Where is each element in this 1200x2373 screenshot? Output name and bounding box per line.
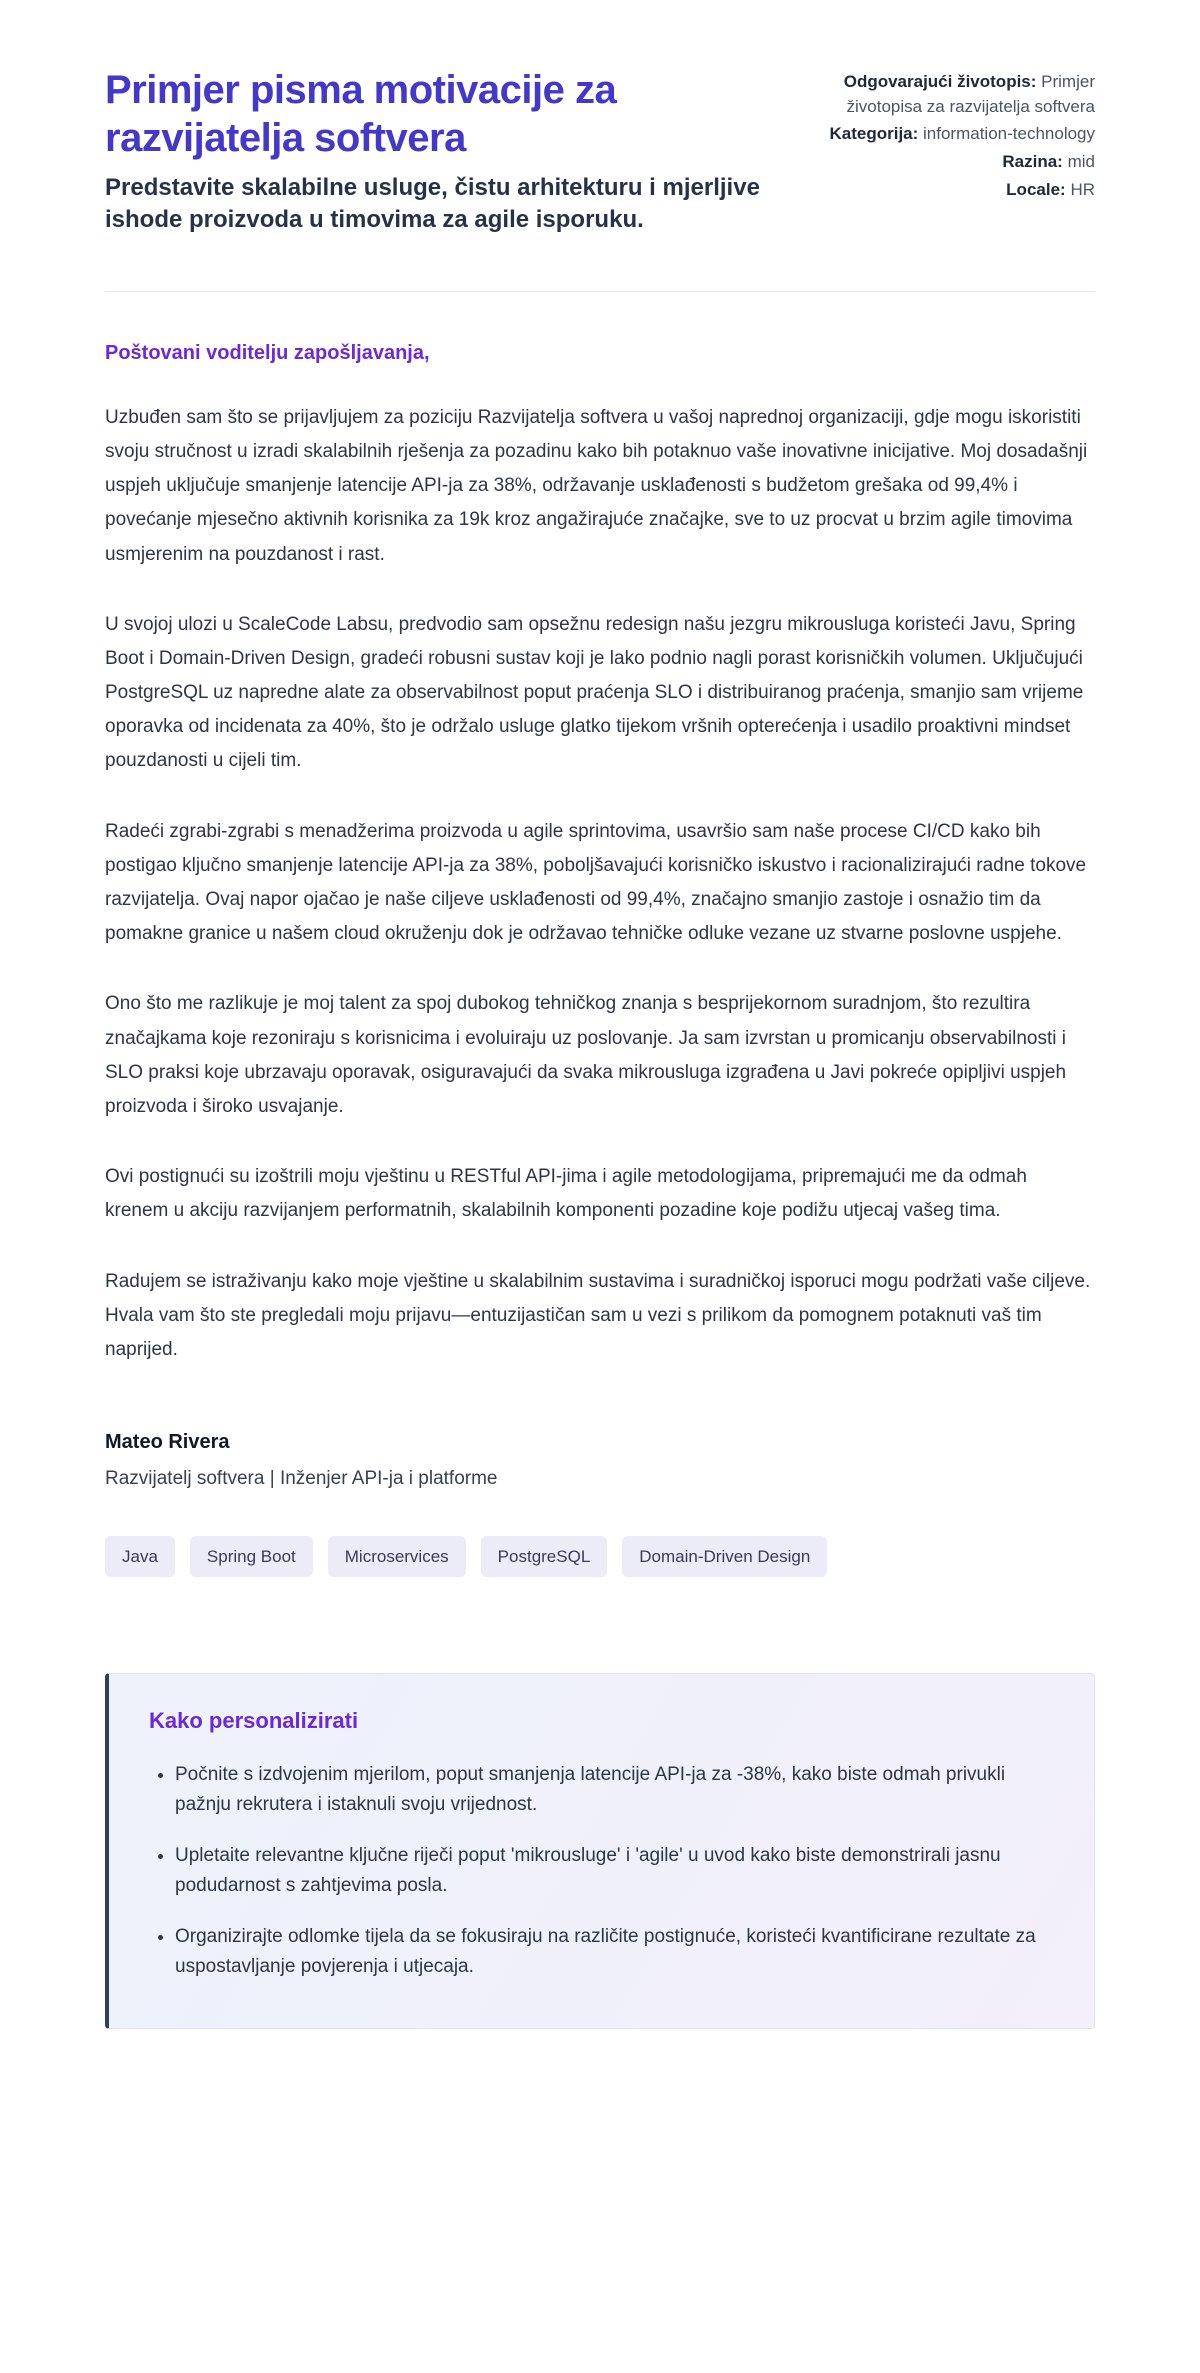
letter-paragraph: Radeći zgrabi-zgrabi s menadžerima proizvoda u agile sprintovima, usavršio sam naše procese CI/CD kako bih postigao ključno smanjenje latencije API-ja za 38%, poboljšavajući korisničko iskustvo i racionalizirajući radne tokove razvijatelja. Ovaj napor ojačao je naše ciljeve usklađenosti od 99,4%, značajno smanjio zastoje i osnažio tim da pomakne granice u našem cloud okruženju dok je održavao tehničke odluke vezane uz stvarne poslovne uspjehe.: [105, 820, 1087, 945]
meta-value: Primjer životopisa za razvijatelja softvera: [846, 72, 1095, 116]
tag-chip-postgresql: PostgreSQL: [481, 1536, 608, 1577]
meta-label: Kategorija:: [829, 124, 919, 144]
tag-chip-java: Java: [105, 1536, 175, 1577]
personalization-callout: [105, 1673, 1095, 2029]
tag-chip-spring-boot: Spring Boot: [190, 1536, 313, 1577]
letter-paragraph: Ono što me razlikuje je moj talent za spoj dubokog tehničkog znanja s besprijekornom suradnjom, što rezultira značajkama koje rezoniraju s korisnicima i evoluiraju uz poslovanje. Ja sam izvrstan u promicanju observabilnosti i SLO praksi koje ubrzavaju oporavak, osiguravajući da svaka mikrousluga izgrađena u Javi pokreće opipljivi uspjeh proizvoda i široko usvajanje.: [105, 993, 1067, 1117]
callout-item: • Upletaite relevantne ključne riječi poput 'mikrousluge' i 'agile' u uvod kako biste demonstrirali jasnu podudarnost s zahtjevima posla.: [175, 1841, 1054, 1902]
meta-row-locale: [823, 178, 1095, 203]
letter-paragraph: Ovi postignući su izoštrili moju vještinu u RESTful API-jima i agile metodologijama, pripremajući me da odmah krenem u akciju razvijanjem performatnih, skalabilnih komponenti pozadine koje podižu utjecaj vašeg tima.: [105, 1166, 1027, 1222]
signature-role: Razvijatelj softvera | Inženjer API-ja i platforme: [105, 1468, 498, 1490]
tag-list: [105, 1536, 1095, 1577]
greeting: Poštovani voditelju zapošljavanja,: [105, 341, 430, 364]
letter-paragraph: Uzbuđen sam što se prijavljujem za poziciju Razvijatelja softvera u vašoj naprednoj organizaciji, gdje mogu iskoristiti svoju stručnost u izradi skalabilnih rješenja za pozadinu kako bih potaknuo vaše inovativne inicijative. Moj dosadašnji uspjeh uključuje smanjenje latencije API-ja za 38%, održavanje usklađenosti s budžetom grešaka od 99,4% i povećanje mjesečno aktivnih korisnika za 19k kroz angažirajuće značajke, sve to uz procvat u brzim agile timovima usmjerenim na pouzdanost i rast.: [105, 406, 1088, 565]
page-subtitle: Predstavite skalabilne usluge, čistu arhitekturu i mjerljive ishode proizvoda u timovima za agile isporuku.: [105, 174, 760, 234]
letter-body: [105, 342, 1095, 2030]
meta-row-level: [823, 150, 1095, 175]
meta-row-category: [823, 122, 1095, 147]
header: [105, 66, 1095, 237]
divider: [105, 291, 1095, 292]
header-left: [105, 66, 783, 237]
callout-item: • Počnite s izdvojenim mjerilom, poput smanjenja latencije API-ja za -38%, kako biste odmah privukli pažnju rekrutera i istaknuli svoju vrijednost.: [175, 1760, 1054, 1821]
meta-label: Locale:: [1006, 179, 1066, 199]
meta-row-matching-resume: [823, 70, 1095, 119]
meta-label: Razina:: [1002, 151, 1063, 171]
meta-value: mid: [1067, 151, 1095, 171]
callout-item: • Organizirajte odlomke tijela da se fokusiraju na različite postignuće, koristeći kvantificirane rezultate za uspostavljanje povjerenja i utjecaja.: [175, 1922, 1054, 1983]
meta-label: Odgovarajući životopis:: [843, 72, 1037, 91]
meta-panel: [823, 66, 1095, 205]
tag-chip-microservices: Microservices: [328, 1536, 466, 1577]
page-title: Primjer pisma motivacije za razvijatelja softvera: [105, 68, 617, 160]
callout-title: Kako personalizirati: [149, 1708, 359, 1734]
tag-chip-domain-driven-design: Domain-Driven Design: [622, 1536, 827, 1577]
letter-paragraph: U svojoj ulozi u ScaleCode Labsu, predvodio sam opsežnu redesign našu jezgru mikrousluga koristeći Javu, Spring Boot i Domain-Driven Design, gradeći robusni sustav koji je lako podnio nagli porast korisničkih volumen. Uključujući PostgreSQL uz napredne alate za observabilnost poput praćenja SLO i distribuiranog praćenja, smanjio sam vrijeme oporavka od incidenata za 40%, što je održalo usluge glatko tijekom vršnih opterećenja i usadilo proaktivni mindset pouzdanosti u cijeli tim.: [105, 613, 1084, 772]
letter-paragraph: Radujem se istraživanju kako moje vještine u skalabilnim sustavima i suradničkoj isporuci mogu podržati vaše ciljeve. Hvala vam što ste pregledali moju prijavu—entuzijastičan sam u vezi s prilikom da pomognem potaknuti vaš tim naprijed.: [105, 1270, 1091, 1360]
meta-value: information-technology: [923, 124, 1095, 144]
callout-list: [149, 1760, 1054, 1982]
signature-name: Mateo Rivera: [105, 1431, 230, 1454]
meta-value: HR: [1070, 179, 1095, 199]
